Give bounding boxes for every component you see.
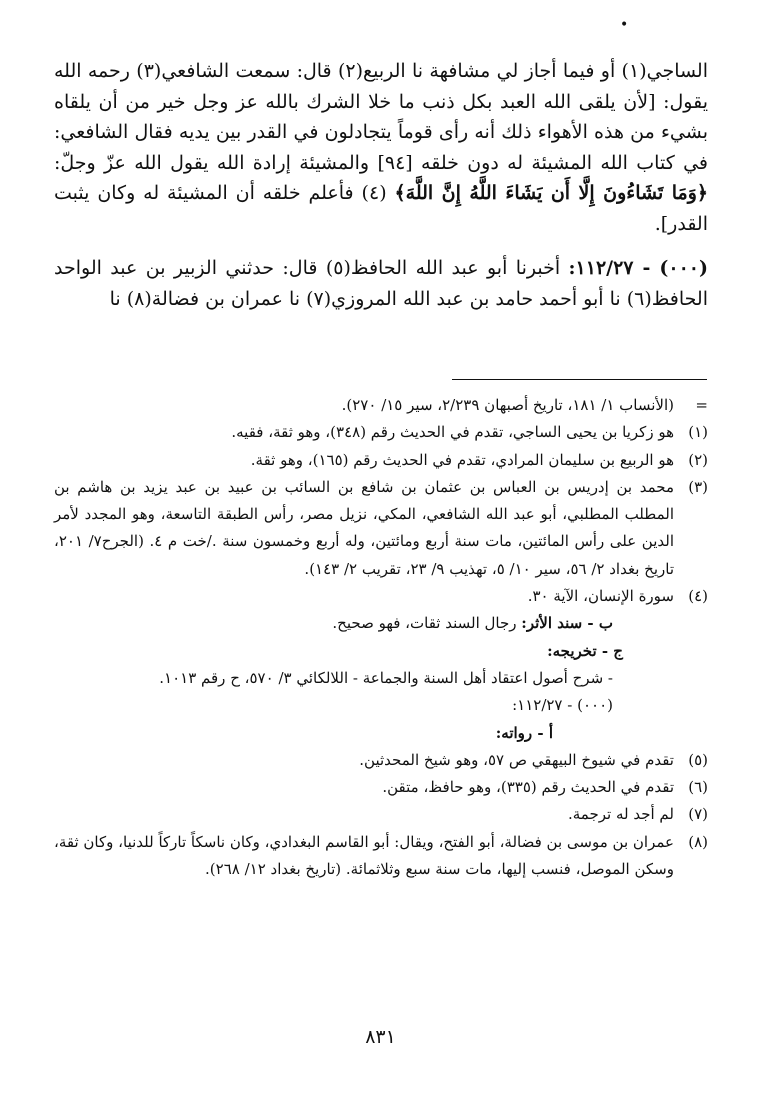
- page-number: ٨٣١: [365, 1026, 396, 1048]
- paragraph-1-end: (٤) فأعلم خلقه أن المشيئة له وكان يثبت القدر].: [54, 182, 708, 235]
- footnote-number: (٥): [688, 750, 708, 769]
- footnote-text: هو الربيع بن سليمان المرادي، تقدم في الحديث رقم (١٦٥)، وهو ثقة.: [250, 450, 674, 469]
- section-a: [54, 720, 708, 747]
- footnote-7: [54, 801, 708, 828]
- footnote-text: تقدم في شيوخ البيهقي ص ٥٧، وهو شيخ المحدثين.: [359, 750, 674, 769]
- footnote-text: تقدم في الحديث رقم (٣٣٥)، وهو حافظ، متقن.: [382, 778, 674, 797]
- section-c-source: - شرح أصول اعتقاد أهل السنة والجماعة - اللالكائي ٣/ ٥٧٠، ح رقم ١٠١٣.: [159, 668, 613, 687]
- footnote-number: (٧): [688, 805, 708, 824]
- footnote-8: [54, 829, 708, 884]
- footnote-number: (١): [688, 423, 708, 442]
- footnote-number: (٣): [688, 477, 708, 496]
- footnote-continuation: [54, 392, 708, 419]
- footnote-4: [54, 583, 708, 610]
- main-text: [54, 56, 708, 314]
- section-b-heading: ب - سند الأثر:: [521, 614, 613, 633]
- footnotes: [54, 392, 708, 883]
- footnote-text: (الأنساب ١/ ١٨١، تاريخ أصبهان ٢/٢٣٩، سير ١٥/ ٢٧٠).: [341, 396, 674, 414]
- footnote-text: محمد بن إدريس بن العباس بن عثمان بن شافع بن السائب بن عبيد بن عبد يزيد بن هاشم بن المطلب المطلبي، أبو عبد الله الشافعي، المكي، نزيل مصر، رأس الطبقة التاسعة، وهو المجدد لأمر الدين على رأس المائتين، مات سنة أربع ومائتين، وله أربع وخمسون سنة ./خت م ٤. (الجرح٧/ ٢٠١، تاريخ بغداد ٢/ ٥٦، سير ١٠/ ٥، تهذيب ٩/ ٢٣، تقريب ٢/ ١٤٣).: [54, 477, 674, 578]
- footnote-text: هو زكريا بن يحيى الساجي، تقدم في الحديث رقم (٣٤٨)، وهو ثقة، فقيه.: [231, 423, 674, 442]
- continuation-mark: =: [695, 396, 708, 414]
- paragraph-2: [54, 253, 708, 314]
- section-c-heading: ج - تخريجه:: [547, 641, 623, 660]
- footnote-1: [54, 419, 708, 446]
- paragraph-2-text: أخبرنا أبو عبد الله الحافظ(٥) قال: حدثني الزبير بن عبد الواحد الحافظ(٦) نا أبو أحمد حامد بن عبد الله المروزي(٧) نا عمران بن فضالة(٨) نا: [54, 257, 708, 310]
- footnote-number: (٦): [688, 778, 708, 797]
- hadith-reference-note: (٠٠٠) - ١١٢/٢٧:: [512, 696, 613, 715]
- section-c: [54, 638, 708, 665]
- paragraph-1-text: الساجي(١) أو فيما أجاز لي مشافهة نا الربيع(٢) قال: سمعت الشافعي(٣) رحمه الله يقول: [لأن يلقى الله العبد بكل ذنب ما خلا الشرك بالله عز وجل خير من أن يلقاه بشيء من هذه الأهواء ذلك أنه رأى قوماً يتجادلون في القدر بين يديه فقال الشافعي: في كتاب الله المشيئة له دون خلقه [٩٤] والمشيئة إرادة الله يقول الله عزّ وجلّ:: [54, 60, 709, 174]
- footnote-6: [54, 774, 708, 801]
- footnote-text: عمران بن موسى بن فضالة، أبو الفتح، ويقال: أبو القاسم البغدادي، وكان ناسكاً تاركاً للدنيا، وكان ثقة، وسكن الموصل، فنسب إليها، مات سنة سبع وثلاثمائة. (تاريخ بغداد ١٢/ ٢٦٨).: [54, 832, 674, 879]
- section-b: [54, 610, 708, 637]
- footnote-text: سورة الإنسان، الآية ٣٠.: [527, 587, 674, 606]
- section-b-text: رجال السند ثقات، فهو صحيح.: [332, 614, 517, 633]
- footnote-2: [54, 447, 708, 474]
- footnote-number: (٢): [688, 450, 708, 469]
- footnote-3: [54, 474, 708, 583]
- quran-verse: ﴿وَمَا تَشَاءُونَ إِلَّا أَن يَشَاءَ اللَّهُ إِنَّ اللَّهَ﴾: [394, 182, 708, 204]
- paragraph-1: [54, 56, 708, 239]
- hadith-reference: (٠٠٠) - ١١٢/٢٧:: [568, 257, 708, 279]
- footnote-5: [54, 747, 708, 774]
- footnote-number: (٤): [688, 587, 708, 606]
- section-a-heading: أ - رواته:: [495, 723, 553, 742]
- footnote-text: لم أجد له ترجمة.: [568, 805, 674, 824]
- footnote-separator: [452, 379, 707, 380]
- decorative-dot: •: [620, 17, 629, 33]
- footnote-number: (٨): [688, 832, 708, 851]
